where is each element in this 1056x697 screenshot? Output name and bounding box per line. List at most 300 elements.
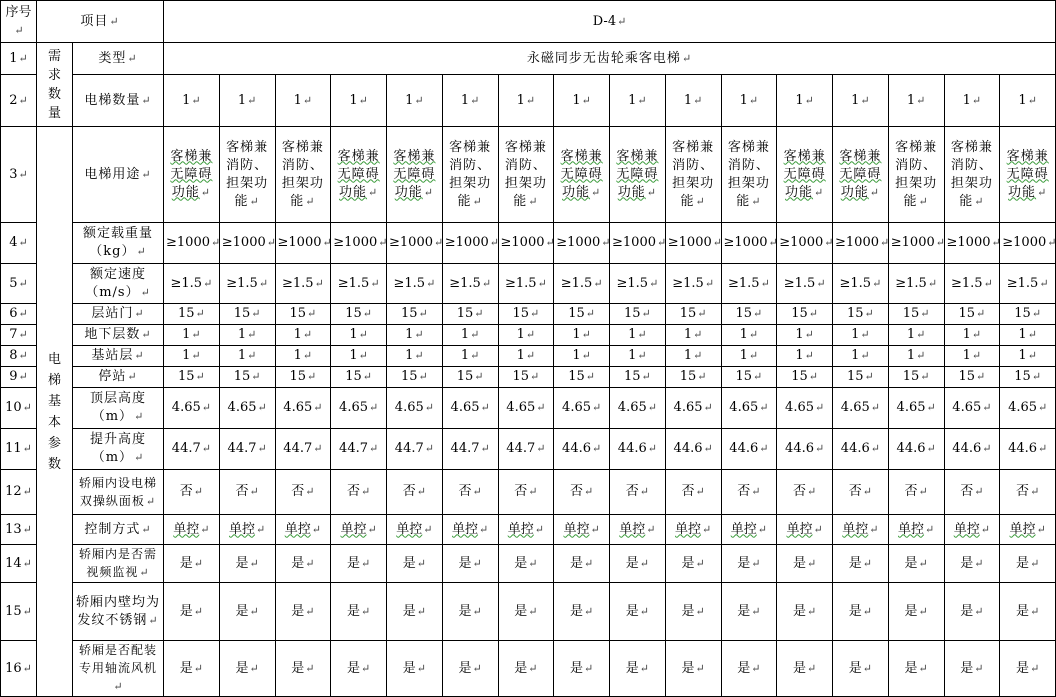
cell-value: 15↵ <box>721 367 777 388</box>
cell-value: 1↵ <box>1000 75 1056 127</box>
cell-value: 是↵ <box>721 641 777 697</box>
cell-value: 单控↵ <box>610 515 666 545</box>
cat-params-label: 电梯基本参数 <box>48 351 62 472</box>
row-no: 7↵ <box>1 325 37 346</box>
cell-value: ≥1.5↵ <box>833 264 889 304</box>
cell-value: ≥1.5↵ <box>442 264 498 304</box>
cell-value: ≥1.5↵ <box>721 264 777 304</box>
cell-value: 客梯兼无障碍功能↵ <box>554 127 610 223</box>
table-row <box>1 223 1056 264</box>
cell-value: 44.7↵ <box>164 429 220 470</box>
cell-value: 是↵ <box>498 583 554 641</box>
cell-value: 1↵ <box>554 75 610 127</box>
cell-value: 15↵ <box>442 367 498 388</box>
cell-value: 客梯兼无障碍功能↵ <box>164 127 220 223</box>
cell-value: 1↵ <box>331 75 387 127</box>
cell-value: 44.6↵ <box>554 429 610 470</box>
cell-value: 否↵ <box>387 470 443 515</box>
cell-value: 1↵ <box>777 325 833 346</box>
cell-value: 1↵ <box>387 346 443 367</box>
cell-value: 1↵ <box>331 325 387 346</box>
cell-value: 15↵ <box>721 304 777 325</box>
cell-value: 单控↵ <box>888 515 944 545</box>
cat-demand-label: 需求数量 <box>48 48 62 121</box>
cell-value: 是↵ <box>164 583 220 641</box>
row-no: 15↵ <box>1 583 37 641</box>
cell-value: 15↵ <box>777 367 833 388</box>
cell-value: 是↵ <box>833 583 889 641</box>
cell-value: 单控↵ <box>498 515 554 545</box>
cell-value: 15↵ <box>164 304 220 325</box>
cell-value: 否↵ <box>275 470 331 515</box>
cell-value: ≥1000↵ <box>610 223 666 264</box>
cell-value: 是↵ <box>275 583 331 641</box>
cell-value: 1↵ <box>721 346 777 367</box>
cell-value: 44.6↵ <box>888 429 944 470</box>
cell-value: ≥1000↵ <box>387 223 443 264</box>
cell-value: 15↵ <box>442 304 498 325</box>
table-row <box>1 583 1056 641</box>
cell-value: 是↵ <box>721 583 777 641</box>
cell-value: 是↵ <box>888 583 944 641</box>
cell-value: 15↵ <box>331 304 387 325</box>
cell-value: 是↵ <box>888 641 944 697</box>
cell-value: 15↵ <box>665 367 721 388</box>
cell-value: 否↵ <box>331 470 387 515</box>
row-no: 5↵ <box>1 264 37 304</box>
cell-value: ≥1.5↵ <box>498 264 554 304</box>
cell-value: 单控↵ <box>387 515 443 545</box>
cell-value: ≥1.5↵ <box>331 264 387 304</box>
cell-value: ≥1.5↵ <box>164 264 220 304</box>
cell-value: 44.7↵ <box>219 429 275 470</box>
table-row <box>1 515 1056 545</box>
cell-value: 44.6↵ <box>610 429 666 470</box>
cell-value: 1↵ <box>777 75 833 127</box>
cell-value: 15↵ <box>944 367 1000 388</box>
cell-value: 4.65↵ <box>219 388 275 429</box>
header-item-label: 项目 <box>80 13 109 29</box>
cell-value: 15↵ <box>164 367 220 388</box>
cell-value: ≥1000↵ <box>1000 223 1056 264</box>
cell-value: 1↵ <box>164 346 220 367</box>
row-no: 2↵ <box>1 75 37 127</box>
cell-value: 4.65↵ <box>610 388 666 429</box>
cell-value: 是↵ <box>554 641 610 697</box>
table-row <box>1 325 1056 346</box>
table-row <box>1 346 1056 367</box>
header-item: 项目↵ <box>37 1 164 43</box>
cell-value: 单控↵ <box>1000 515 1056 545</box>
cell-value: 1↵ <box>610 325 666 346</box>
cell-value: 1↵ <box>498 346 554 367</box>
header-model: D-4↵ <box>164 1 1056 43</box>
cell-value: 15↵ <box>610 367 666 388</box>
cell-value: 4.65↵ <box>888 388 944 429</box>
cell-value: 1↵ <box>387 325 443 346</box>
cell-value: 44.7↵ <box>331 429 387 470</box>
cell-value: 是↵ <box>777 583 833 641</box>
cell-value: 15↵ <box>1000 367 1056 388</box>
cell-value: 1↵ <box>219 346 275 367</box>
row-item: 轿厢是否配装专用轴流风机↵ <box>73 641 164 697</box>
cell-value: 单控↵ <box>164 515 220 545</box>
cell-value: 15↵ <box>387 304 443 325</box>
cell-value: 1↵ <box>888 325 944 346</box>
cell-value: 44.6↵ <box>833 429 889 470</box>
cell-value: 是↵ <box>610 641 666 697</box>
cell-value: 1↵ <box>888 75 944 127</box>
cell-value: 1↵ <box>944 325 1000 346</box>
cell-value: ≥1.5↵ <box>777 264 833 304</box>
row-no: 11↵ <box>1 429 37 470</box>
cell-value: 是↵ <box>275 545 331 583</box>
row-no: 1↵ <box>1 43 37 75</box>
cell-value: 单控↵ <box>275 515 331 545</box>
cell-value: 是↵ <box>331 583 387 641</box>
cell-value: 1↵ <box>1000 325 1056 346</box>
cell-value: 否↵ <box>721 470 777 515</box>
cell-value: 1↵ <box>721 75 777 127</box>
cell-value: 否↵ <box>498 470 554 515</box>
cell-value: 单控↵ <box>442 515 498 545</box>
cell-value: 是↵ <box>944 583 1000 641</box>
cell-value: ≥1.5↵ <box>1000 264 1056 304</box>
cell-value: 1↵ <box>442 75 498 127</box>
cell-value: 单控↵ <box>777 515 833 545</box>
row-no: 8↵ <box>1 346 37 367</box>
row-item: 提升高度（m）↵ <box>73 429 164 470</box>
cell-value: 是↵ <box>665 641 721 697</box>
row-item: 轿厢内壁均为发纹不锈钢↵ <box>73 583 164 641</box>
cell-value: 客梯兼消防、担架功能↵ <box>721 127 777 223</box>
row-item: 额定载重量（kg）↵ <box>73 223 164 264</box>
cell-value: 1↵ <box>275 346 331 367</box>
cell-value: 1↵ <box>498 75 554 127</box>
cell-value: 客梯兼无障碍功能↵ <box>777 127 833 223</box>
cell-value: 单控↵ <box>219 515 275 545</box>
cell-value: 15↵ <box>888 304 944 325</box>
cell-value: 是↵ <box>944 641 1000 697</box>
cell-value: 客梯兼无障碍功能↵ <box>1000 127 1056 223</box>
cell-value: 4.65↵ <box>944 388 1000 429</box>
cell-value: 1↵ <box>665 346 721 367</box>
cell-value: 1↵ <box>1000 346 1056 367</box>
row-type <box>1 43 1056 75</box>
cell-value: 44.6↵ <box>721 429 777 470</box>
cell-value: 是↵ <box>665 583 721 641</box>
cell-value: 客梯兼消防、担架功能↵ <box>219 127 275 223</box>
row-item: 电梯数量↵ <box>73 75 164 127</box>
cell-value: 4.65↵ <box>275 388 331 429</box>
row-no: 3↵ <box>1 127 37 223</box>
row-no: 12↵ <box>1 470 37 515</box>
cell-value: ≥1000↵ <box>275 223 331 264</box>
cell-value: 44.6↵ <box>1000 429 1056 470</box>
cell-value: 是↵ <box>1000 641 1056 697</box>
row-item: 控制方式↵ <box>73 515 164 545</box>
cell-value: 否↵ <box>610 470 666 515</box>
cell-value: 客梯兼消防、担架功能↵ <box>275 127 331 223</box>
cell-value: ≥1000↵ <box>665 223 721 264</box>
cell-value: 1↵ <box>665 325 721 346</box>
cell-value: 是↵ <box>554 583 610 641</box>
cell-value: 1↵ <box>275 325 331 346</box>
cell-value: 15↵ <box>331 367 387 388</box>
cell-value: 否↵ <box>164 470 220 515</box>
cell-value: ≥1000↵ <box>833 223 889 264</box>
cell-value: 4.65↵ <box>777 388 833 429</box>
cell-value: 15↵ <box>833 304 889 325</box>
cell-value: 单控↵ <box>721 515 777 545</box>
cell-value: 4.65↵ <box>833 388 889 429</box>
cell-value: 是↵ <box>665 545 721 583</box>
cell-value: 4.65↵ <box>331 388 387 429</box>
cell-value: 4.65↵ <box>665 388 721 429</box>
cell-value: ≥1000↵ <box>331 223 387 264</box>
cell-value: 是↵ <box>610 583 666 641</box>
cell-value: ≥1.5↵ <box>888 264 944 304</box>
cell-value: 是↵ <box>442 583 498 641</box>
cell-value: 1↵ <box>554 346 610 367</box>
row-no: 16↵ <box>1 641 37 697</box>
cell-value: ≥1.5↵ <box>387 264 443 304</box>
cell-value: ≥1.5↵ <box>610 264 666 304</box>
row-no: 10↵ <box>1 388 37 429</box>
cell-value: 1↵ <box>554 325 610 346</box>
cell-value: 客梯兼消防、担架功能↵ <box>498 127 554 223</box>
type-value: 永磁同步无齿轮乘客电梯↵ <box>164 43 1056 75</box>
header-model-label: D-4 <box>592 13 617 29</box>
cell-value: 15↵ <box>275 367 331 388</box>
cell-value: 1↵ <box>164 75 220 127</box>
cell-value: 否↵ <box>777 470 833 515</box>
cell-value: 是↵ <box>219 583 275 641</box>
cell-value: ≥1.5↵ <box>219 264 275 304</box>
cell-value: 1↵ <box>721 325 777 346</box>
cell-value: 1↵ <box>442 325 498 346</box>
category-demand <box>37 43 73 127</box>
cell-value: 4.65↵ <box>442 388 498 429</box>
cell-value: 是↵ <box>498 545 554 583</box>
cell-value: ≥1000↵ <box>219 223 275 264</box>
cell-value: 15↵ <box>833 367 889 388</box>
cell-value: 客梯兼消防、担架功能↵ <box>442 127 498 223</box>
cell-value: 15↵ <box>275 304 331 325</box>
header-no-label: 序号 <box>5 4 32 20</box>
cell-value: 否↵ <box>888 470 944 515</box>
cell-value: 15↵ <box>777 304 833 325</box>
cell-value: 是↵ <box>331 545 387 583</box>
cell-value: 是↵ <box>721 545 777 583</box>
cell-value: 1↵ <box>219 75 275 127</box>
cell-value: 是↵ <box>777 545 833 583</box>
cell-value: 15↵ <box>498 367 554 388</box>
row-item: 停站↵ <box>73 367 164 388</box>
cell-value: 是↵ <box>1000 583 1056 641</box>
cell-value: 1↵ <box>833 346 889 367</box>
table-row <box>1 641 1056 697</box>
cell-value: 1↵ <box>944 346 1000 367</box>
cell-value: 单控↵ <box>944 515 1000 545</box>
cell-value: ≥1.5↵ <box>944 264 1000 304</box>
cell-value: 15↵ <box>665 304 721 325</box>
cell-value: 单控↵ <box>665 515 721 545</box>
table-row <box>1 304 1056 325</box>
cell-value: 15↵ <box>1000 304 1056 325</box>
cell-value: 客梯兼无障碍功能↵ <box>833 127 889 223</box>
cell-value: 15↵ <box>610 304 666 325</box>
cell-value: 1↵ <box>219 325 275 346</box>
cell-value: 客梯兼消防、担架功能↵ <box>888 127 944 223</box>
table-row <box>1 127 1056 223</box>
cell-value: 4.65↵ <box>1000 388 1056 429</box>
cell-value: 是↵ <box>833 641 889 697</box>
cell-value: 否↵ <box>1000 470 1056 515</box>
cell-value: 客梯兼消防、担架功能↵ <box>665 127 721 223</box>
cell-value: 1↵ <box>275 75 331 127</box>
cell-value: 客梯兼无障碍功能↵ <box>387 127 443 223</box>
cell-value: 15↵ <box>554 367 610 388</box>
cell-value: 1↵ <box>331 346 387 367</box>
cell-value: 是↵ <box>164 545 220 583</box>
cell-value: 44.6↵ <box>665 429 721 470</box>
row-item: 顶层高度（m）↵ <box>73 388 164 429</box>
cell-value: 是↵ <box>554 545 610 583</box>
table-row <box>1 388 1056 429</box>
cell-value: ≥1000↵ <box>721 223 777 264</box>
table-row <box>1 429 1056 470</box>
cell-value: ≥1000↵ <box>777 223 833 264</box>
cell-value: 1↵ <box>610 75 666 127</box>
cell-value: 44.6↵ <box>944 429 1000 470</box>
cell-value: 是↵ <box>331 641 387 697</box>
cell-value: 是↵ <box>387 641 443 697</box>
cell-value: 是↵ <box>442 641 498 697</box>
cell-value: 44.7↵ <box>498 429 554 470</box>
cell-value: 1↵ <box>944 75 1000 127</box>
cell-value: 是↵ <box>219 641 275 697</box>
cell-value: 15↵ <box>219 304 275 325</box>
table-row <box>1 367 1056 388</box>
cell-value: ≥1000↵ <box>164 223 220 264</box>
cell-value: 是↵ <box>833 545 889 583</box>
cell-value: 1↵ <box>833 325 889 346</box>
cell-value: 是↵ <box>219 545 275 583</box>
cell-value: 1↵ <box>665 75 721 127</box>
row-item: 电梯用途↵ <box>73 127 164 223</box>
cell-value: 1↵ <box>610 346 666 367</box>
row-no: 4↵ <box>1 223 37 264</box>
cell-value: 15↵ <box>219 367 275 388</box>
header-row <box>1 1 1056 43</box>
cell-value: 客梯兼消防、担架功能↵ <box>944 127 1000 223</box>
cell-value: 单控↵ <box>331 515 387 545</box>
cell-value: 是↵ <box>944 545 1000 583</box>
row-item: 类型↵ <box>73 43 164 75</box>
cell-value: 44.7↵ <box>387 429 443 470</box>
row-item: 额定速度（m/s）↵ <box>73 264 164 304</box>
row-no: 9↵ <box>1 367 37 388</box>
header-no: 序号↵ <box>1 1 37 43</box>
row-item: 基站层↵ <box>73 346 164 367</box>
table-row <box>1 264 1056 304</box>
cell-value: 1↵ <box>777 346 833 367</box>
cell-value: 是↵ <box>610 545 666 583</box>
cell-value: ≥1.5↵ <box>665 264 721 304</box>
cell-value: 是↵ <box>387 583 443 641</box>
row-no: 6↵ <box>1 304 37 325</box>
cell-value: ≥1000↵ <box>498 223 554 264</box>
row-no: 14↵ <box>1 545 37 583</box>
cell-value: 1↵ <box>164 325 220 346</box>
cell-value: 1↵ <box>442 346 498 367</box>
cell-value: 1↵ <box>387 75 443 127</box>
cell-value: 15↵ <box>888 367 944 388</box>
cell-value: 否↵ <box>944 470 1000 515</box>
cell-value: 单控↵ <box>833 515 889 545</box>
row-no: 13↵ <box>1 515 37 545</box>
cell-value: 是↵ <box>164 641 220 697</box>
cell-value: 15↵ <box>498 304 554 325</box>
cell-value: 客梯兼无障碍功能↵ <box>331 127 387 223</box>
table-row <box>1 545 1056 583</box>
cell-value: 1↵ <box>498 325 554 346</box>
cell-value: 是↵ <box>888 545 944 583</box>
cell-value: 44.7↵ <box>442 429 498 470</box>
cell-value: 44.7↵ <box>275 429 331 470</box>
cell-value: 1↵ <box>888 346 944 367</box>
table-row <box>1 75 1056 127</box>
cell-value: 4.65↵ <box>554 388 610 429</box>
cell-value: 否↵ <box>665 470 721 515</box>
row-item: 轿厢内设电梯双操纵面板↵ <box>73 470 164 515</box>
cell-value: 否↵ <box>442 470 498 515</box>
cell-value: 客梯兼无障碍功能↵ <box>610 127 666 223</box>
cell-value: ≥1000↵ <box>442 223 498 264</box>
cell-value: 是↵ <box>442 545 498 583</box>
cell-value: ≥1000↵ <box>944 223 1000 264</box>
cell-value: 15↵ <box>944 304 1000 325</box>
table-row <box>1 470 1056 515</box>
row-item: 层站门↵ <box>73 304 164 325</box>
cell-value: 15↵ <box>554 304 610 325</box>
cell-value: 是↵ <box>275 641 331 697</box>
row-item: 地下层数↵ <box>73 325 164 346</box>
cell-value: 4.65↵ <box>164 388 220 429</box>
cell-value: 15↵ <box>387 367 443 388</box>
cell-value: 是↵ <box>387 545 443 583</box>
category-params <box>37 127 73 697</box>
cell-value: ≥1.5↵ <box>554 264 610 304</box>
cell-value: 否↵ <box>219 470 275 515</box>
cell-value: 4.65↵ <box>498 388 554 429</box>
cell-value: ≥1000↵ <box>554 223 610 264</box>
cell-value: 1↵ <box>833 75 889 127</box>
row-item: 轿厢内是否需视频监视↵ <box>73 545 164 583</box>
cell-value: ≥1.5↵ <box>275 264 331 304</box>
cell-value: 单控↵ <box>554 515 610 545</box>
cell-value: 是↵ <box>498 641 554 697</box>
cell-value: 44.6↵ <box>777 429 833 470</box>
cell-value: 否↵ <box>554 470 610 515</box>
cell-value: 是↵ <box>1000 545 1056 583</box>
cell-value: ≥1000↵ <box>888 223 944 264</box>
cell-value: 4.65↵ <box>387 388 443 429</box>
cell-value: 否↵ <box>833 470 889 515</box>
cell-value: 是↵ <box>777 641 833 697</box>
cell-value: 4.65↵ <box>721 388 777 429</box>
